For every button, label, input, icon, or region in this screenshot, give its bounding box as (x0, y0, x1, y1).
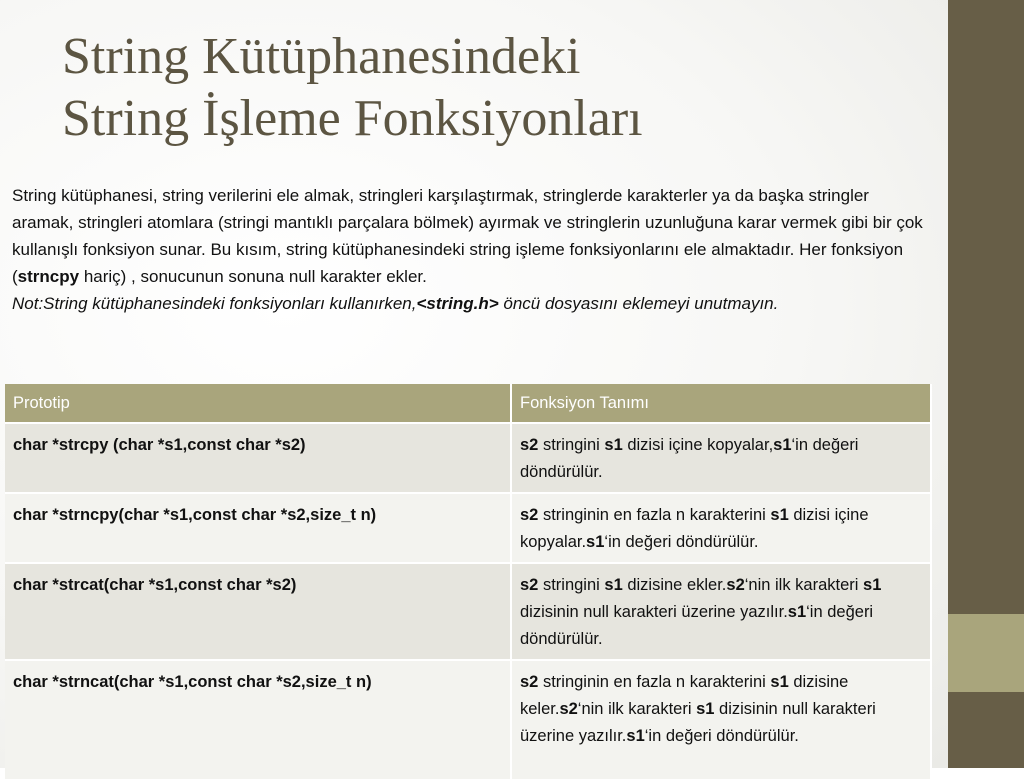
intro-paragraph (12, 182, 932, 290)
desc-bold-term: s2 (520, 506, 539, 524)
slide-title (62, 26, 922, 150)
desc-text: dizisi içine kopyalar. (520, 506, 869, 551)
desc-text: dizisine ekler. (622, 576, 727, 594)
desc-bold-term: s1 (626, 727, 645, 745)
desc-bold-term: s1 (604, 576, 623, 594)
title-line-1: String Kütüphanesindeki (62, 28, 581, 85)
desc-bold-term: s1 (770, 673, 789, 691)
desc-bold-term: s1 (770, 506, 789, 524)
intro-text-part1: String kütüphanesi, string verilerini ele almak, stringleri karşılaştırmak, stringlerde karakterler ya da başka stringler aramak, stringleri atomlara (stringi mantıklı parçalara bölmek) ayırmak ve stringlerin uzunluğuna karar vermek gibi bir çok kullanışlı fonksiyon sunar. Bu kısım, string kütüphanesindeki string işleme fonksiyonlarını ele almaktadır. Her fonksiyon ( (12, 186, 923, 286)
note-text-part1: Not:String kütüphanesindeki fonksiyonları kullanırken, (12, 294, 417, 313)
note-bold-header: <string.h> (416, 294, 499, 313)
table-row (5, 660, 931, 780)
desc-bold-term: s1 (863, 576, 882, 594)
desc-bold-term: s1 (696, 700, 715, 718)
desc-text: stringinin en fazla n karakterini (538, 506, 771, 524)
desc-text: stringinin en fazla n karakterini (538, 673, 771, 691)
desc-text: ‘in değeri döndürülür. (520, 603, 874, 648)
desc-text: ‘nin ilk karakteri (744, 576, 864, 594)
desc-bold-term: s1 (773, 436, 792, 454)
intro-text-block (12, 182, 932, 317)
intro-bold-strncpy: strncpy (17, 267, 80, 286)
prototype-cell: char *strcat(char *s1,const char *s2) (5, 563, 511, 660)
function-table (5, 384, 932, 781)
side-band-bottom (948, 692, 1024, 768)
table-header-row (5, 384, 931, 423)
desc-bold-term: s1 (586, 533, 605, 551)
desc-text: ‘in değeri döndürülür. (520, 436, 859, 481)
description-cell (511, 660, 931, 780)
desc-bold-term: s2 (520, 576, 539, 594)
table-row (5, 493, 931, 563)
desc-text: ‘in değeri döndürülür. (644, 727, 799, 745)
header-prototype: Prototip (5, 384, 511, 423)
desc-text: dizisine keler. (520, 673, 849, 718)
note-paragraph (12, 290, 932, 317)
intro-text-part2: hariç) , sonucunun sonuna null karakter ekler. (79, 267, 427, 286)
desc-text: dizisinin null karakteri üzerine yazılır. (520, 603, 788, 621)
desc-text: ‘nin ilk karakteri (577, 700, 697, 718)
side-band-top (948, 0, 1024, 614)
desc-text: stringini (538, 436, 605, 454)
desc-bold-term: s1 (787, 603, 807, 621)
prototype-cell: char *strncpy(char *s1,const char *s2,size_t n) (5, 493, 511, 563)
desc-bold-term: s2 (559, 700, 578, 718)
note-text-part2: öncü dosyasını eklemeyi unutmayın. (498, 294, 779, 313)
side-band-accent (948, 614, 1024, 692)
title-line-2: String İşleme Fonksiyonları (62, 90, 643, 147)
desc-bold-term: s2 (520, 436, 539, 454)
description-cell (511, 423, 931, 493)
desc-bold-term: s1 (604, 436, 623, 454)
prototype-cell: char *strncat(char *s1,const char *s2,size_t n) (5, 660, 511, 780)
desc-bold-term: s2 (520, 673, 539, 691)
table-row (5, 423, 931, 493)
desc-text: ‘in değeri döndürülür. (604, 533, 759, 551)
desc-bold-term: s2 (726, 576, 745, 594)
desc-text: stringini (538, 576, 605, 594)
description-cell (511, 493, 931, 563)
header-description: Fonksiyon Tanımı (511, 384, 931, 423)
description-cell (511, 563, 931, 660)
table-row (5, 563, 931, 660)
desc-text: dizisinin null karakteri üzerine yazılır. (520, 700, 876, 745)
prototype-cell: char *strcpy (char *s1,const char *s2) (5, 423, 511, 493)
desc-text: dizisi içine kopyalar, (622, 436, 774, 454)
